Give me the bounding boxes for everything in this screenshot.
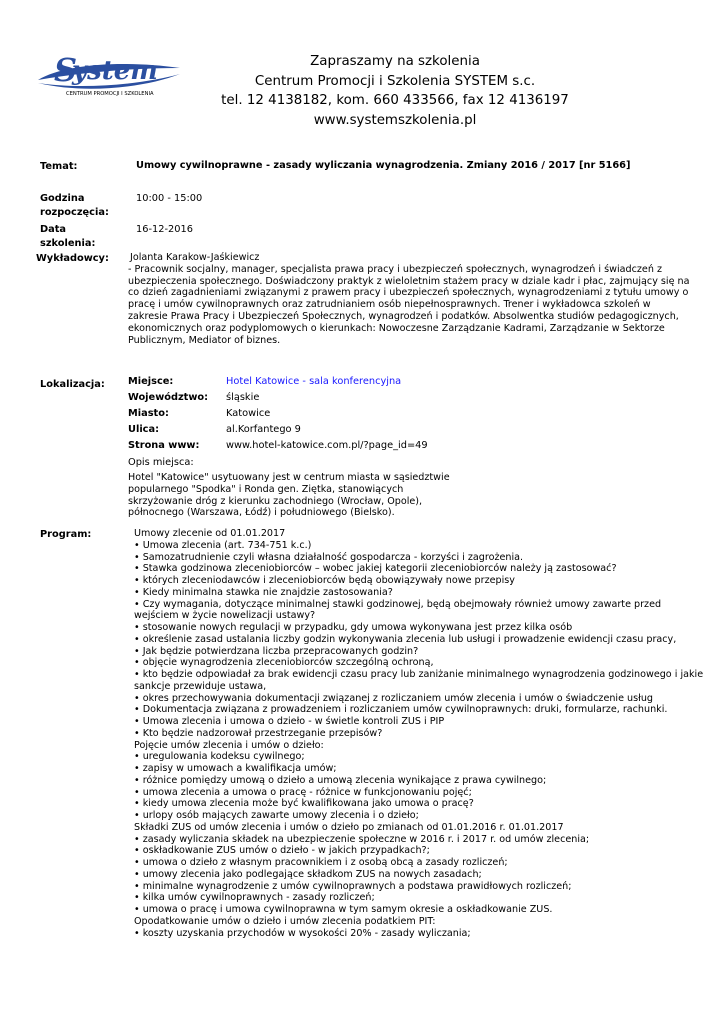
program-item: • Jak będzie potwierdzana liczba przepracowanych godzin? (134, 645, 419, 657)
logo-subtitle: CENTRUM PROMOCJI I SZKOLENIA (66, 91, 154, 97)
program-item: • określenie zasad ustalania liczby godzin wykonywania zlecenia lub usługi i prowadzenie ewidencji czasu pracy, (134, 633, 677, 645)
time-label (40, 192, 109, 219)
www-value: www.hotel-katowice.com.pl/?page_id=49 (226, 440, 428, 451)
program-item: • kto będzie odpowiadał za brak ewidencji czasu pracy lub zaniżanie minimalnego wynagrodzenia godzinowego i jakie sankcje przewiduje ustawa, (134, 669, 704, 692)
program-item: • umowa o pracę i umowa cywilnoprawna w tym samym okresie a oskładkowanie ZUS. (134, 904, 553, 915)
program-item: • Umowa zlecenia i umowa o dzieło - w świetle kontroli ZUS i PIP (134, 716, 445, 727)
street-value: al.Korfantego 9 (226, 424, 301, 435)
program-item: • urlopy osób mających zawarte umowy zlecenia i o dzieło; (134, 810, 419, 821)
program-item: • kiedy umowa zlecenia może być kwalifikowana jako umowa o pracę? (134, 798, 474, 810)
svg-text:S: S (54, 51, 78, 89)
location-desc-row (128, 457, 194, 468)
province-label: Województwo: (128, 392, 209, 403)
header-line-4: www.systemszkolenia.pl (313, 112, 477, 128)
program-item: • stosowanie nowych regulacji w przypadku, gdy umowa wykonywana jest przez kilka osób (134, 622, 573, 633)
header-line-1: Zapraszamy na szkolenia (310, 54, 480, 69)
time-label-line-1: Godzina (40, 193, 85, 204)
program-item: • Samozatrudnienie czyli własna działalność gospodarcza - korzyści i zagrożenia. (134, 551, 524, 563)
www-label: Strona www: (128, 440, 200, 451)
lecturer-name: Jolanta Karakow-Jaśkiewicz (130, 252, 260, 263)
program-item: • których zleceniodawców i zleceniobiorców będą obowiązywały nowe przepisy (134, 575, 515, 586)
city-value: Katowice (226, 408, 271, 419)
province-value: śląskie (226, 392, 260, 403)
header-line-3: tel. 12 4138182, kom. 660 433566, fax 12 4136197 (221, 93, 569, 108)
program-item: • Stawka godzinowa zleceniobiorców – wobec jakiej kategorii zleceniobiorców należy ją zastosować? (134, 563, 617, 575)
program-item: • umowy zlecenia jako podlegające składkom ZUS na nowych zasadach; (134, 868, 482, 880)
lecturers-label: Wykładowcy: (36, 253, 109, 264)
program-item: • koszty uzyskania przychodów w wysokości 20% - zasady wyliczania; (134, 927, 471, 939)
program-item: • okres przechowywania dokumentacji związanej z rozliczaniem umów zlecenia i umów o świadczenie usług (134, 692, 654, 704)
program-item: • uregulowania kodeksu cywilnego; (134, 751, 305, 763)
program-item: • Kiedy minimalna stawka nie znajdzie zastosowania? (134, 586, 393, 598)
program-item: Umowy zlecenie od 01.01.2017 (134, 528, 286, 539)
date-label-line-2: szkolenia: (40, 237, 96, 249)
program-item: • zasady wyliczania składek na ubezpieczenie społeczne w 2016 r. i 2017 r. od umów zlecenia; (134, 833, 590, 845)
program-item: • umowa o dzieło z własnym pracownikiem i z osobą obcą a zasady rozliczeń; (134, 857, 508, 868)
date-label-line-1: Data (40, 224, 67, 235)
topic-value: Umowy cywilnoprawne - zasady wyliczania wynagrodzenia. Zmiany 2016 / 2017 [nr 5166] (136, 160, 631, 171)
time-label-line-2: rozpoczęcia: (40, 206, 109, 218)
program-item: • minimalne wynagrodzenie z umów cywilnoprawnych a podstawa prawidłowych rozliczeń; (134, 880, 572, 892)
header-line-2: Centrum Promocji i Szkolenia SYSTEM s.c. (254, 73, 536, 89)
lecturer-section (128, 252, 693, 346)
program-list (134, 528, 704, 939)
place-link[interactable]: Hotel Katowice - sala konferencyjna (226, 376, 402, 387)
program-item: • kilka umów cywilnoprawnych - zasady rozliczeń; (134, 892, 375, 904)
time-value: 10:00 - 15:00 (136, 193, 203, 204)
program-item: • oskładkowanie ZUS umów o dzieło - w jakich przypadkach?; (134, 845, 430, 857)
program-item: • objęcie wynagrodzenia zleceniobiorców szczególną ochroną, (134, 657, 434, 669)
place-label: Miejsce: (128, 376, 174, 387)
program-item: • Umowa zlecenia (art. 734-751 k.c.) (134, 539, 312, 551)
program-item: • umowa zlecenia a umowa o pracę - różnice w funkcjonowaniu pojęć; (134, 786, 472, 798)
program-item: Opodatkowanie umów o dzieło i umów zlecenia podatkiem PIT: (134, 915, 436, 927)
program-item: • Kto będzie nadzorował przestrzeganie przepisów? (134, 727, 383, 739)
topic-label: Temat: (40, 161, 78, 172)
program-item: • Czy wymagania, dotyczące minimalnej stawki godzinowej, będą obejmowały również umowy zawarte przed wejściem w życie nowelizacji ustawy? (134, 598, 662, 622)
program-item: Pojęcie umów zlecenia i umów o dzieło: (134, 739, 324, 751)
program-item: • zapisy w umowach a kwalifikacja umów; (134, 763, 337, 774)
program-item: • różnice pomiędzy umową o dzieło a umową zlecenia wynikające z prawa cywilnego; (134, 774, 547, 786)
program-item: Składki ZUS od umów zlecenia i umów o dzieło po zmianach od 01.01.2016 r. 01.01.2017 (134, 821, 564, 833)
street-label: Ulica: (128, 424, 160, 435)
date-value: 16-12-2016 (136, 224, 193, 235)
program-item: • Dokumentacja związana z prowadzeniem i rozliczaniem umów cywilnoprawnych: druki, formularze, rachunki. (134, 704, 668, 716)
desc-label: Opis miejsca: (128, 457, 194, 468)
company-logo (34, 50, 184, 104)
city-label: Miasto: (128, 408, 169, 419)
location-label: Lokalizacja: (40, 379, 105, 390)
place-description: Hotel "Katowice" usytuowany jest w centrum miasta w sąsiedztwie popularnego "Spodka" i Ronda gen. Ziętka, stanowiących skrzyżowanie dróg z kierunku zachodniego (Wrocław, Opole), północnego (Warszawa, Łódź) i południowego (Bielsko). (128, 472, 450, 519)
header (195, 52, 595, 130)
date-label (40, 223, 95, 250)
program-label: Program: (40, 529, 92, 540)
svg-text:ystem: ystem (72, 56, 158, 86)
lecturer-bio: - Pracownik socjalny, manager, specjalista prawa pracy i ubezpieczeń społecznych, wynagrodzeń i świadczeń z ubezpieczenia społecznego. Doświadczony praktyk z wieloletnim stażem pracy w dziale kadr i płac, zajmujący się na co dzień zagadnieniami związanymi z prawem pracy i ubezpieczeń społecznych, wynagrodzeniami z tytułu umowy o pracę i umów cywilnoprawnych oraz zatrudnianiem osób niepełnosprawnych. Trener i wykładowca szkoleń w zakresie Prawa Pracy i Ubezpieczeń Społecznych, wynagrodzeń i podatków. Absolwentka studiów pedagogicznych, ekonomicznych oraz podyplomowych o kierunkach: Nowoczesne Zarządzanie Kadrami, Zarządzanie w Sektorze Publicznym, Mediator of biznes. (128, 263, 690, 346)
